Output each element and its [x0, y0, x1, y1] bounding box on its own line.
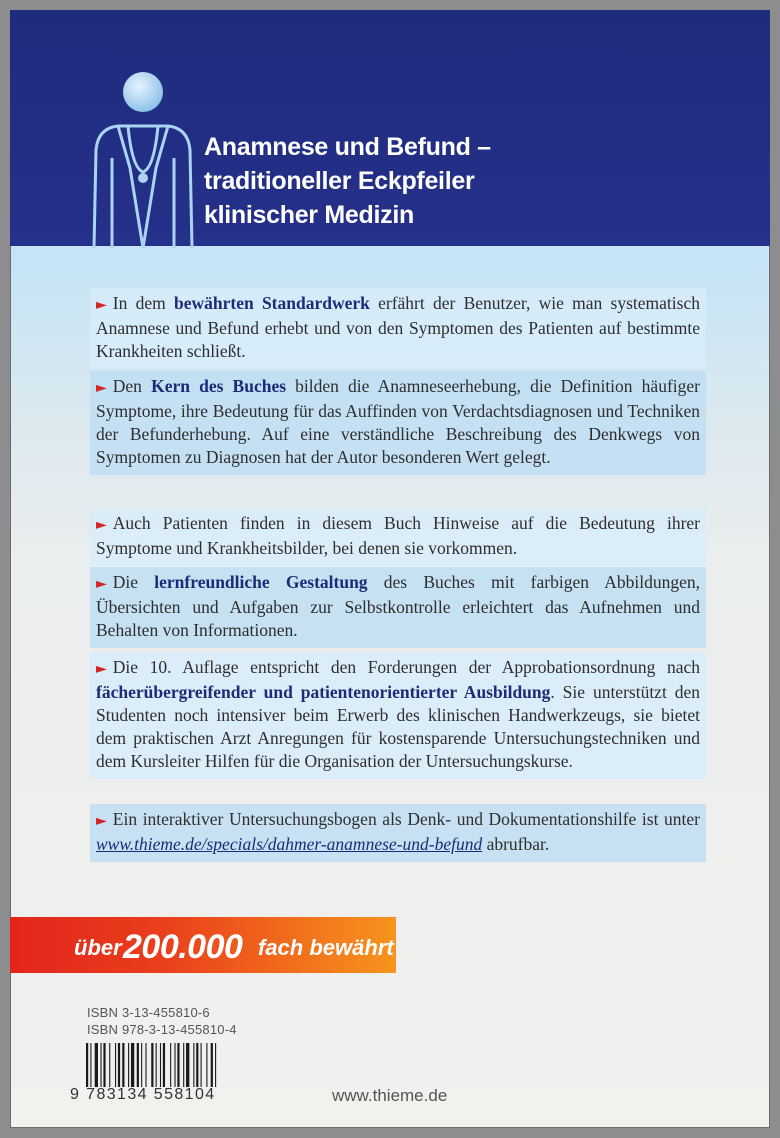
bullet-text: abrufbar.: [482, 834, 550, 854]
headline-line: Anamnese und Befund –: [204, 133, 491, 161]
isbn-13: ISBN 978-3-13-455810-4: [87, 1022, 237, 1037]
barcode-bar: [109, 1043, 110, 1087]
barcode-bar: [196, 1043, 198, 1087]
barcode-bar: [131, 1043, 134, 1087]
barcode-bar: [201, 1043, 202, 1087]
barcode-bar: [170, 1043, 171, 1087]
barcode-bar: [183, 1043, 184, 1087]
bullet-kern: [90, 371, 706, 475]
barcode-bar: [128, 1043, 129, 1087]
bullet-highlight: bewährten Standardwerk: [173, 293, 370, 313]
barcode-bar: [211, 1043, 213, 1087]
red-arrow-icon: ►: [96, 517, 107, 533]
isbn-10: ISBN 3-13-455810-6: [87, 1005, 210, 1020]
barcode-digits: 9 783134 558104: [70, 1086, 216, 1103]
barcode-bar: [115, 1043, 116, 1087]
barcode-bar: [86, 1043, 88, 1087]
headline-line: traditioneller Eckpfeiler: [204, 167, 475, 195]
barcode-bar: [193, 1043, 194, 1087]
barcode-bar: [118, 1043, 120, 1087]
header-band: [10, 10, 770, 246]
bullet-highlight: fächerübergreifender und patientenorientierter Ausbildung: [96, 682, 551, 702]
headline-line: klinischer Medizin: [204, 201, 414, 229]
barcode-bar: [122, 1043, 124, 1087]
barcode-bar: [160, 1043, 161, 1087]
barcode-bar: [103, 1043, 105, 1087]
barcode-bar: [206, 1043, 207, 1087]
bullet-text: Die 10. Auflage entspricht den Forderungen der Approbationsordnung nach: [112, 657, 700, 677]
bullet-text: des Buches mit farbigen Abbildungen, Übersichten und Aufgaben zur Selbstkontrolle erleichtert das Aufnehmen und Behalten von Informationen.: [96, 572, 700, 640]
bullet-standardwerk: [90, 288, 706, 369]
barcode-bar: [95, 1043, 98, 1087]
barcode-bar: [174, 1043, 175, 1087]
barcode-bar: [145, 1043, 146, 1087]
barcode-bar: [90, 1043, 91, 1087]
red-arrow-icon: ►: [96, 661, 107, 677]
barcode-bar: [215, 1043, 216, 1087]
doctor-icon: [88, 68, 198, 248]
specials-link[interactable]: www.thieme.de/specials/dahmer-anamnese-und-befund: [96, 834, 483, 854]
red-arrow-icon: ►: [96, 297, 107, 313]
bullet-text: In dem: [112, 293, 174, 313]
sales-badge: [10, 917, 396, 973]
bullet-gestaltung: [90, 567, 706, 648]
badge-number: 200.000: [123, 928, 243, 966]
bullet-auflage: [90, 652, 706, 779]
cover-headline: [204, 130, 724, 232]
bullet-highlight: lernfreundliche Gestaltung: [154, 572, 368, 592]
barcode-bar: [186, 1043, 189, 1087]
barcode-bar: [177, 1043, 179, 1087]
bullet-text: Auch Patienten finden in diesem Buch Hinweise auf die Bedeutung ihrer Symptome und Krankheitsbilder, bei denen sie vorkommen.: [96, 513, 700, 558]
badge-prefix: über: [74, 935, 122, 960]
red-arrow-icon: ►: [96, 380, 107, 396]
bullet-text: Die: [112, 572, 155, 592]
barcode-bar: [141, 1043, 142, 1087]
bullet-text: erfährt der Benutzer, wie man systematisch Anamnese und Befund erhebt und von den Symptomen des Patienten auf bestimmte Krankheiten schließt.: [96, 293, 700, 361]
barcode-bar: [156, 1043, 157, 1087]
book-back-cover: [10, 10, 770, 1128]
barcode-bar: [163, 1043, 165, 1087]
bullet-highlight: Kern des Buches: [151, 376, 287, 396]
barcode-bar: [151, 1043, 153, 1087]
bullet-text: Den: [112, 376, 152, 396]
bullet-text: Ein interaktiver Untersuchungsbogen als Denk- und Dokumentationshilfe ist unter: [112, 809, 700, 829]
red-arrow-icon: ►: [96, 813, 107, 829]
badge-suffix: fach bewährt: [258, 935, 394, 960]
bullet-untersuchungsbogen: [90, 804, 706, 862]
publisher-website[interactable]: www.thieme.de: [332, 1086, 448, 1105]
bullet-text: bilden die Anamneseerhebung, die Definition häufiger Symptome, ihre Bedeutung für das Auffinden von Verdachtsdiagnosen und Techniken der Befunderhebung. Auf eine verständliche Beschreibung des Denkwegs von Symptomen zu Diagnosen hat der Autor besonderen Wert gelegt.: [96, 376, 700, 467]
red-arrow-icon: ►: [96, 576, 107, 592]
barcode-bar: [101, 1043, 102, 1087]
barcode-bar: [137, 1043, 139, 1087]
bullet-patienten: [90, 508, 706, 566]
bullet-text: . Sie unterstützt den Studenten noch intensiver beim Erwerb des klinischen Handwerkzeugs, sie bietet dem praktischen Arzt Anregungen für kostensparende Untersuchungstechniken und dem Kursleiter Hilfen für die Organisation der Untersuchungskurse.: [96, 682, 700, 771]
